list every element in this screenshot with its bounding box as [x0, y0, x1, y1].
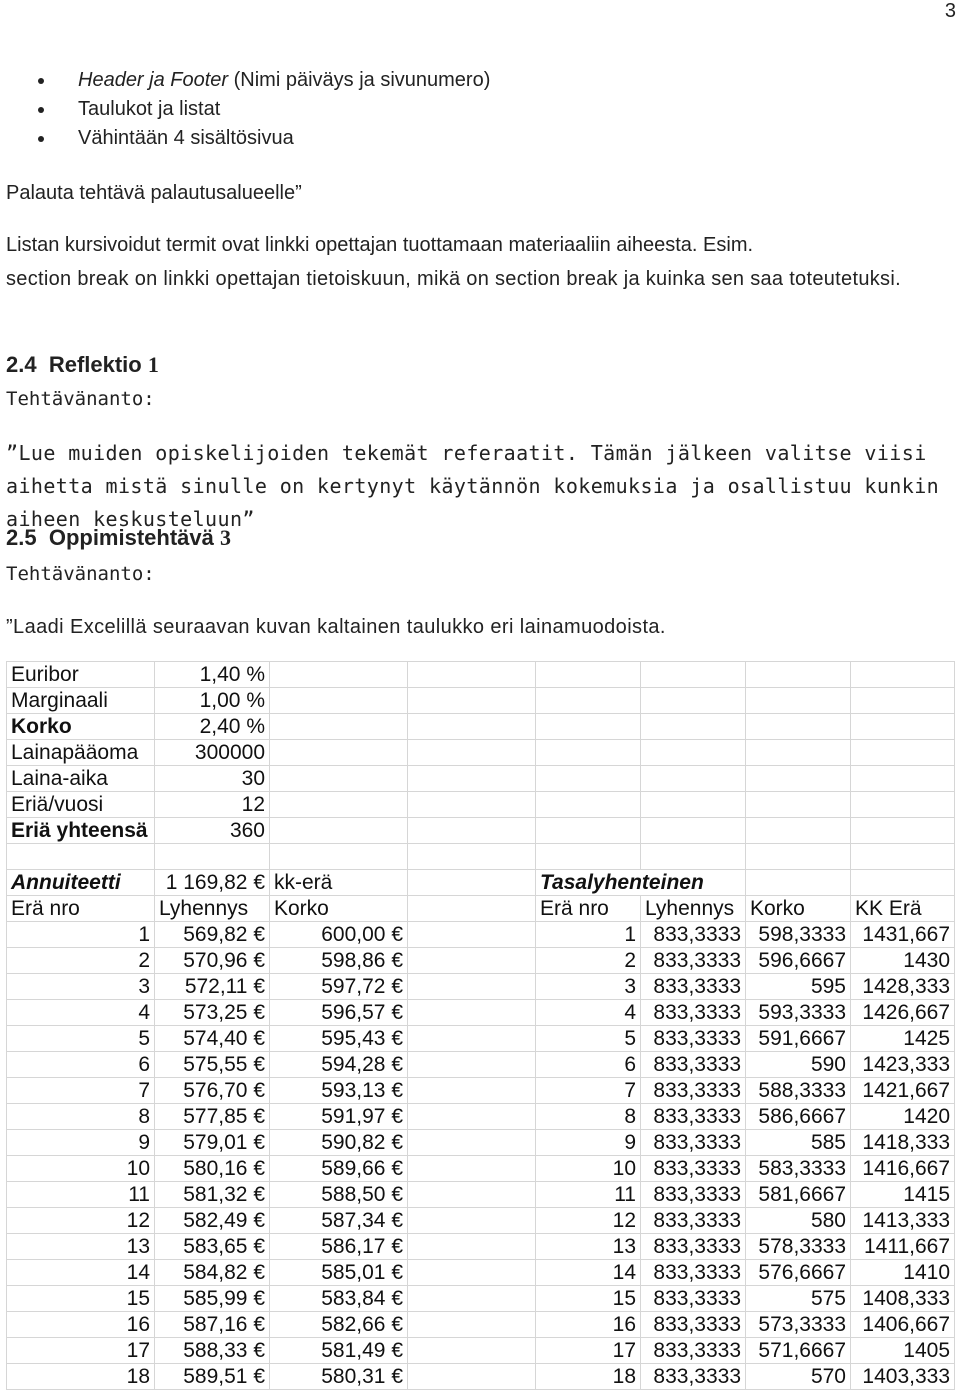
equal-cell: 11	[536, 1182, 641, 1208]
column-header: Erä nro	[536, 896, 641, 922]
parameter-row	[7, 714, 955, 740]
link-term[interactable]: Header ja Footer	[78, 69, 229, 91]
annuity-cell: 13	[7, 1234, 155, 1260]
empty-cell	[408, 896, 536, 922]
empty-cell	[270, 766, 408, 792]
section-number: 2.4	[6, 352, 37, 377]
table-row	[7, 1078, 955, 1104]
empty-cell	[408, 1260, 536, 1286]
parameter-value: 1,00 %	[155, 688, 270, 714]
parameter-row	[7, 792, 955, 818]
header-row	[7, 896, 955, 922]
list-item	[38, 124, 490, 153]
equal-cell: 18	[536, 1364, 641, 1390]
empty-cell	[851, 844, 955, 870]
annuity-cell: 579,01 €	[155, 1130, 270, 1156]
annuity-cell: 577,85 €	[155, 1104, 270, 1130]
section-heading-2-5	[6, 525, 231, 551]
equal-cell: 586,6667	[746, 1104, 851, 1130]
equal-cell: 8	[536, 1104, 641, 1130]
empty-cell	[641, 844, 746, 870]
equal-cell: 576,6667	[746, 1260, 851, 1286]
annuity-title: Annuiteetti	[7, 870, 155, 896]
empty-cell	[408, 948, 536, 974]
annuity-cell: 11	[7, 1182, 155, 1208]
equal-cell: 16	[536, 1312, 641, 1338]
empty-cell	[536, 792, 641, 818]
equal-cell: 596,6667	[746, 948, 851, 974]
equal-cell: 578,3333	[746, 1234, 851, 1260]
annuity-cell: 580,16 €	[155, 1156, 270, 1182]
table-row	[7, 1260, 955, 1286]
equal-cell: 583,3333	[746, 1156, 851, 1182]
parameter-label: Korko	[7, 714, 155, 740]
annuity-cell: 569,82 €	[155, 922, 270, 948]
empty-cell	[746, 662, 851, 688]
empty-cell	[408, 1078, 536, 1104]
equal-cell: 833,3333	[641, 1234, 746, 1260]
empty-cell	[270, 662, 408, 688]
empty-cell	[408, 922, 536, 948]
requirements-list	[38, 66, 490, 153]
table-row	[7, 1234, 955, 1260]
section-index: 3	[220, 525, 231, 550]
equal-cell: 833,3333	[641, 974, 746, 1000]
bullet-icon	[38, 107, 44, 113]
annuity-cell: 574,40 €	[155, 1026, 270, 1052]
annuity-cell: 575,55 €	[155, 1052, 270, 1078]
parameter-value: 12	[155, 792, 270, 818]
empty-cell	[641, 688, 746, 714]
annuity-cell: 15	[7, 1286, 155, 1312]
parameter-value: 1,40 %	[155, 662, 270, 688]
annuity-cell: 3	[7, 974, 155, 1000]
equal-cell: 1416,667	[851, 1156, 955, 1182]
equal-cell: 833,3333	[641, 1338, 746, 1364]
parameter-row	[7, 818, 955, 844]
table-row	[7, 1052, 955, 1078]
empty-cell	[270, 740, 408, 766]
payment-label: kk-erä	[270, 870, 408, 896]
empty-cell	[851, 792, 955, 818]
equal-cell: 1410	[851, 1260, 955, 1286]
table-row	[7, 1312, 955, 1338]
empty-cell	[536, 844, 641, 870]
empty-cell	[746, 870, 851, 896]
parameter-value: 2,40 %	[155, 714, 270, 740]
annuity-cell: 583,65 €	[155, 1234, 270, 1260]
empty-cell	[851, 740, 955, 766]
equal-cell: 13	[536, 1234, 641, 1260]
info-paragraph: section break on linkki opettajan tietoiskuun, mikä on section break ja kuinka sen saa toteutetuksi.	[6, 268, 901, 290]
equal-cell: 833,3333	[641, 1052, 746, 1078]
equal-cell: 833,3333	[641, 922, 746, 948]
annuity-cell: 600,00 €	[270, 922, 408, 948]
equal-cell: 12	[536, 1208, 641, 1234]
empty-cell	[536, 818, 641, 844]
empty-cell	[851, 818, 955, 844]
equal-cell: 833,3333	[641, 1260, 746, 1286]
annuity-cell: 16	[7, 1312, 155, 1338]
empty-cell	[746, 740, 851, 766]
empty-cell	[746, 766, 851, 792]
equal-cell: 833,3333	[641, 1026, 746, 1052]
section-title-row	[7, 870, 955, 896]
spreadsheet-image	[6, 661, 955, 1390]
annuity-cell: 588,33 €	[155, 1338, 270, 1364]
empty-cell	[408, 1338, 536, 1364]
equal-cell: 5	[536, 1026, 641, 1052]
section-index: 1	[147, 352, 159, 377]
parameter-value: 360	[155, 818, 270, 844]
list-item-text: Vähintään 4 sisältösivua	[78, 127, 294, 149]
parameter-label: Euribor	[7, 662, 155, 688]
annuity-cell: 582,49 €	[155, 1208, 270, 1234]
annuity-cell: 580,31 €	[270, 1364, 408, 1390]
empty-cell	[270, 792, 408, 818]
annuity-cell: 593,13 €	[270, 1078, 408, 1104]
empty-cell	[408, 818, 536, 844]
empty-cell	[408, 844, 536, 870]
empty-cell	[746, 714, 851, 740]
parameter-row	[7, 766, 955, 792]
empty-cell	[851, 662, 955, 688]
equal-cell: 585	[746, 1130, 851, 1156]
empty-cell	[270, 844, 408, 870]
equal-cell: 833,3333	[641, 1364, 746, 1390]
empty-cell	[408, 714, 536, 740]
annuity-cell: 595,43 €	[270, 1026, 408, 1052]
equal-cell: 833,3333	[641, 1000, 746, 1026]
empty-cell	[641, 792, 746, 818]
annuity-cell: 582,66 €	[270, 1312, 408, 1338]
empty-cell	[851, 870, 955, 896]
assignment-label: Tehtävänanto:	[6, 388, 155, 410]
annuity-cell: 2	[7, 948, 155, 974]
equal-cell: 580	[746, 1208, 851, 1234]
parameter-label: Marginaali	[7, 688, 155, 714]
return-instruction: Palauta tehtävä palautusalueelle”	[6, 182, 302, 204]
equal-cell: 7	[536, 1078, 641, 1104]
annuity-cell: 6	[7, 1052, 155, 1078]
equal-cell: 15	[536, 1286, 641, 1312]
equal-cell: 833,3333	[641, 1312, 746, 1338]
parameter-label: Laina-aika	[7, 766, 155, 792]
equal-cell: 833,3333	[641, 1130, 746, 1156]
assignment-quote: ”Laadi Excelillä seuraavan kuvan kaltainen taulukko eri lainamuodoista.	[6, 616, 666, 638]
equal-cell: 593,3333	[746, 1000, 851, 1026]
parameter-row	[7, 688, 955, 714]
annuity-cell: 589,66 €	[270, 1156, 408, 1182]
empty-cell	[408, 1234, 536, 1260]
table-row	[7, 1000, 955, 1026]
empty-cell	[270, 714, 408, 740]
equal-cell: 833,3333	[641, 948, 746, 974]
annuity-cell: 4	[7, 1000, 155, 1026]
equal-cell: 2	[536, 948, 641, 974]
column-header: Lyhennys	[641, 896, 746, 922]
table-row	[7, 1130, 955, 1156]
empty-cell	[155, 844, 270, 870]
annuity-cell: 589,51 €	[155, 1364, 270, 1390]
equal-cell: 1403,333	[851, 1364, 955, 1390]
parameter-row	[7, 740, 955, 766]
empty-cell	[536, 714, 641, 740]
empty-cell	[408, 1104, 536, 1130]
equal-cell: 833,3333	[641, 1182, 746, 1208]
table-row	[7, 1156, 955, 1182]
annuity-cell: 590,82 €	[270, 1130, 408, 1156]
annuity-cell: 591,97 €	[270, 1104, 408, 1130]
parameter-value: 30	[155, 766, 270, 792]
annuity-cell: 14	[7, 1260, 155, 1286]
table-row	[7, 922, 955, 948]
column-header: Lyhennys	[155, 896, 270, 922]
equal-cell: 1411,667	[851, 1234, 955, 1260]
table-row	[7, 1286, 955, 1312]
annuity-cell: 8	[7, 1104, 155, 1130]
empty-cell	[641, 766, 746, 792]
empty-cell	[408, 1000, 536, 1026]
annuity-cell: 12	[7, 1208, 155, 1234]
equal-cell: 833,3333	[641, 1286, 746, 1312]
equal-cell: 3	[536, 974, 641, 1000]
empty-cell	[746, 844, 851, 870]
empty-cell	[746, 818, 851, 844]
empty-cell	[536, 740, 641, 766]
empty-cell	[7, 844, 155, 870]
annuity-cell: 5	[7, 1026, 155, 1052]
annuity-cell: 581,32 €	[155, 1182, 270, 1208]
annuity-cell: 1	[7, 922, 155, 948]
equal-cell: 1431,667	[851, 922, 955, 948]
empty-cell	[536, 766, 641, 792]
equal-cell: 10	[536, 1156, 641, 1182]
equal-cell: 1	[536, 922, 641, 948]
annuity-cell: 587,34 €	[270, 1208, 408, 1234]
annuity-cell: 596,57 €	[270, 1000, 408, 1026]
section-title: Reflektio	[48, 352, 142, 377]
equal-cell: 588,3333	[746, 1078, 851, 1104]
list-item	[38, 95, 490, 124]
page-number: 3	[944, 0, 956, 22]
annuity-payment: 1 169,82 €	[155, 870, 270, 896]
equal-cell: 1430	[851, 948, 955, 974]
empty-cell	[408, 1286, 536, 1312]
bullet-icon	[38, 78, 44, 84]
equal-cell: 581,6667	[746, 1182, 851, 1208]
annuity-cell: 598,86 €	[270, 948, 408, 974]
annuity-cell: 17	[7, 1338, 155, 1364]
equal-cell: 9	[536, 1130, 641, 1156]
empty-cell	[408, 1182, 536, 1208]
table-row	[7, 1104, 955, 1130]
equal-cell: 1405	[851, 1338, 955, 1364]
empty-cell	[408, 974, 536, 1000]
list-item	[38, 66, 490, 95]
annuity-cell: 572,11 €	[155, 974, 270, 1000]
equal-cell: 598,3333	[746, 922, 851, 948]
table-row	[7, 974, 955, 1000]
table-row	[7, 1364, 955, 1390]
equal-cell: 573,3333	[746, 1312, 851, 1338]
empty-cell	[408, 740, 536, 766]
annuity-cell: 586,17 €	[270, 1234, 408, 1260]
empty-cell	[536, 662, 641, 688]
empty-cell	[641, 818, 746, 844]
table-row	[7, 1208, 955, 1234]
equal-title: Tasalyhenteinen	[536, 870, 746, 896]
equal-cell: 833,3333	[641, 1156, 746, 1182]
equal-cell: 4	[536, 1000, 641, 1026]
empty-cell	[408, 1052, 536, 1078]
section-heading-2-4	[6, 352, 159, 378]
empty-cell	[408, 688, 536, 714]
empty-cell	[270, 688, 408, 714]
annuity-cell: 588,50 €	[270, 1182, 408, 1208]
parameter-value: 300000	[155, 740, 270, 766]
equal-cell: 591,6667	[746, 1026, 851, 1052]
equal-cell: 570	[746, 1364, 851, 1390]
empty-cell	[851, 688, 955, 714]
equal-cell: 14	[536, 1260, 641, 1286]
empty-cell	[408, 870, 536, 896]
assignment-quote: ”Lue muiden opiskelijoiden tekemät referaatit. Tämän jälkeen valitse viisi aihetta mistä sinulle on kertynyt käytännön kokemuksia ja osallistuu kunkin aiheen keskusteluun”	[6, 441, 940, 531]
annuity-cell: 583,84 €	[270, 1286, 408, 1312]
equal-cell: 1418,333	[851, 1130, 955, 1156]
section-number: 2.5	[6, 525, 37, 550]
equal-cell: 833,3333	[641, 1104, 746, 1130]
equal-cell: 833,3333	[641, 1208, 746, 1234]
empty-cell	[270, 818, 408, 844]
loan-table	[6, 661, 955, 1390]
equal-cell: 833,3333	[641, 1078, 746, 1104]
equal-cell: 575	[746, 1286, 851, 1312]
equal-cell: 6	[536, 1052, 641, 1078]
annuity-cell: 597,72 €	[270, 974, 408, 1000]
table-row	[7, 1026, 955, 1052]
column-header: KK Erä	[851, 896, 955, 922]
section-title: Oppimistehtävä	[48, 525, 214, 550]
empty-cell	[746, 792, 851, 818]
empty-cell	[408, 662, 536, 688]
empty-cell	[408, 1130, 536, 1156]
annuity-cell: 581,49 €	[270, 1338, 408, 1364]
empty-row	[7, 844, 955, 870]
empty-cell	[408, 1364, 536, 1390]
empty-cell	[408, 766, 536, 792]
assignment-label: Tehtävänanto:	[6, 563, 155, 585]
list-item-text: Taulukot ja listat	[78, 98, 221, 120]
annuity-cell: 570,96 €	[155, 948, 270, 974]
table-row	[7, 1338, 955, 1364]
empty-cell	[851, 766, 955, 792]
annuity-cell: 594,28 €	[270, 1052, 408, 1078]
parameter-row	[7, 662, 955, 688]
empty-cell	[536, 688, 641, 714]
annuity-cell: 7	[7, 1078, 155, 1104]
annuity-cell: 587,16 €	[155, 1312, 270, 1338]
equal-cell: 17	[536, 1338, 641, 1364]
empty-cell	[408, 792, 536, 818]
column-header: Korko	[746, 896, 851, 922]
annuity-cell: 18	[7, 1364, 155, 1390]
equal-cell: 1425	[851, 1026, 955, 1052]
empty-cell	[746, 688, 851, 714]
empty-cell	[408, 1312, 536, 1338]
annuity-cell: 10	[7, 1156, 155, 1182]
empty-cell	[408, 1156, 536, 1182]
equal-cell: 1415	[851, 1182, 955, 1208]
annuity-cell: 573,25 €	[155, 1000, 270, 1026]
parameter-label: Eriä yhteensä	[7, 818, 155, 844]
equal-cell: 1421,667	[851, 1078, 955, 1104]
equal-cell: 1428,333	[851, 974, 955, 1000]
empty-cell	[408, 1026, 536, 1052]
column-header: Erä nro	[7, 896, 155, 922]
annuity-cell: 584,82 €	[155, 1260, 270, 1286]
table-row	[7, 948, 955, 974]
parameter-label: Lainapääoma	[7, 740, 155, 766]
table-row	[7, 1182, 955, 1208]
equal-cell: 1426,667	[851, 1000, 955, 1026]
annuity-cell: 585,99 €	[155, 1286, 270, 1312]
equal-cell: 1420	[851, 1104, 955, 1130]
equal-cell: 1408,333	[851, 1286, 955, 1312]
equal-cell: 595	[746, 974, 851, 1000]
equal-cell: 1406,667	[851, 1312, 955, 1338]
empty-cell	[641, 714, 746, 740]
empty-cell	[641, 662, 746, 688]
list-item-text: (Nimi päiväys ja sivunumero)	[228, 69, 491, 91]
parameter-label: Eriä/vuosi	[7, 792, 155, 818]
column-header: Korko	[270, 896, 408, 922]
info-line: Listan kursivoidut termit ovat linkki opettajan tuottamaan materiaaliin aiheesta. Esim.	[6, 234, 754, 256]
empty-cell	[641, 740, 746, 766]
empty-cell	[408, 1208, 536, 1234]
equal-cell: 590	[746, 1052, 851, 1078]
annuity-cell: 585,01 €	[270, 1260, 408, 1286]
equal-cell: 571,6667	[746, 1338, 851, 1364]
bullet-icon	[38, 136, 44, 142]
equal-cell: 1423,333	[851, 1052, 955, 1078]
equal-cell: 1413,333	[851, 1208, 955, 1234]
annuity-cell: 9	[7, 1130, 155, 1156]
empty-cell	[851, 714, 955, 740]
annuity-cell: 576,70 €	[155, 1078, 270, 1104]
